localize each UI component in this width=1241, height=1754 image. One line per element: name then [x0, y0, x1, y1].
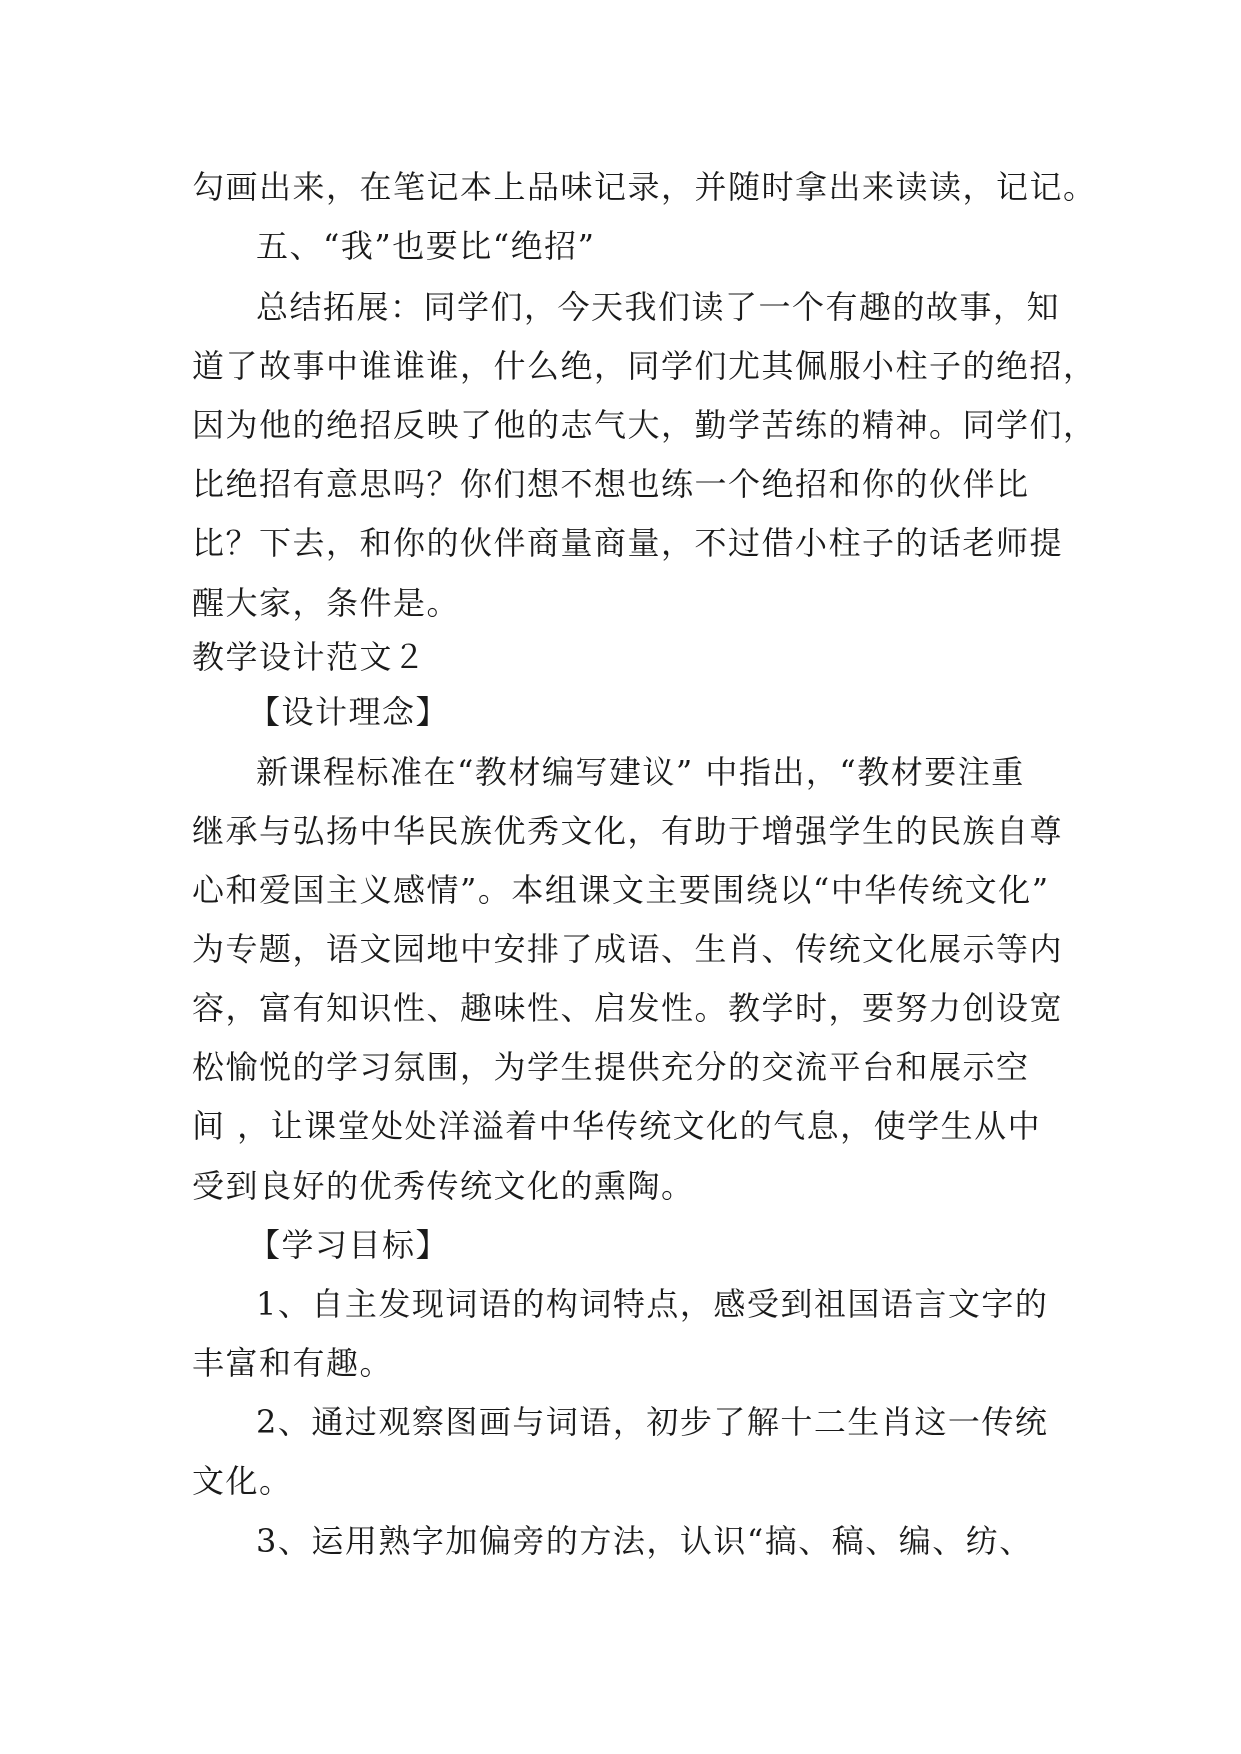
paragraph-line: 勾画出来，在笔记本上品味记录，并随时拿出来读读，记记。: [192, 168, 1097, 206]
section-heading: 【学习目标】: [248, 1226, 450, 1264]
paragraph-line: 继承与弘扬中华民族优秀文化，有助于增强学生的民族自尊: [192, 812, 1064, 850]
list-item: 1、自主发现词语的构词特点，感受到祖国语言文字的: [256, 1285, 1049, 1323]
paragraph-line: 心和爱国主义感情”。本组课文主要围绕以“中华传统文化”: [192, 871, 1050, 909]
paragraph-line: 容，富有知识性、趣味性、启发性。教学时，要努力创设宽: [192, 989, 1064, 1027]
section-heading: 五、“我”也要比“绝招”: [256, 227, 596, 265]
paragraph-line: 总结拓展：同学们，今天我们读了一个有趣的故事，知: [256, 288, 1061, 326]
paragraph-line: 醒大家，条件是。: [192, 584, 461, 622]
paragraph-line: 新课程标准在“教材编写建议” 中指出，“教材要注重: [256, 753, 1025, 791]
paragraph-line: 因为他的绝招反映了他的志气大，勤学苦练的精神。同学们，: [192, 406, 1097, 444]
paragraph-line: 比绝招有意思吗？你们想不想也练一个绝招和你的伙伴比: [192, 465, 1030, 503]
paragraph-line: 间 ，让课堂处处洋溢着中华传统文化的气息，使学生从中: [192, 1107, 1042, 1145]
paragraph-line: 为专题，语文园地中安排了成语、生肖、传统文化展示等内: [192, 930, 1064, 968]
paragraph-line: 道了故事中谁谁谁，什么绝，同学们尤其佩服小柱子的绝招，: [192, 347, 1097, 385]
document-title: 教学设计范文２: [192, 638, 427, 676]
paragraph-line: 松愉悦的学习氛围，为学生提供充分的交流平台和展示空: [192, 1048, 1030, 1086]
section-heading: 【设计理念】: [248, 693, 450, 731]
list-item-continuation: 文化。: [192, 1462, 293, 1500]
paragraph-line: 比？下去，和你的伙伴商量商量，不过借小柱子的话老师提: [192, 524, 1064, 562]
list-item: 3、运用熟字加偏旁的方法，认识“搞、稿、编、纺、: [256, 1522, 1033, 1560]
paragraph-line: 受到良好的优秀传统文化的熏陶。: [192, 1167, 695, 1205]
list-item: 2、通过观察图画与词语，初步了解十二生肖这一传统: [256, 1403, 1049, 1441]
list-item-continuation: 丰富和有趣。: [192, 1344, 394, 1382]
